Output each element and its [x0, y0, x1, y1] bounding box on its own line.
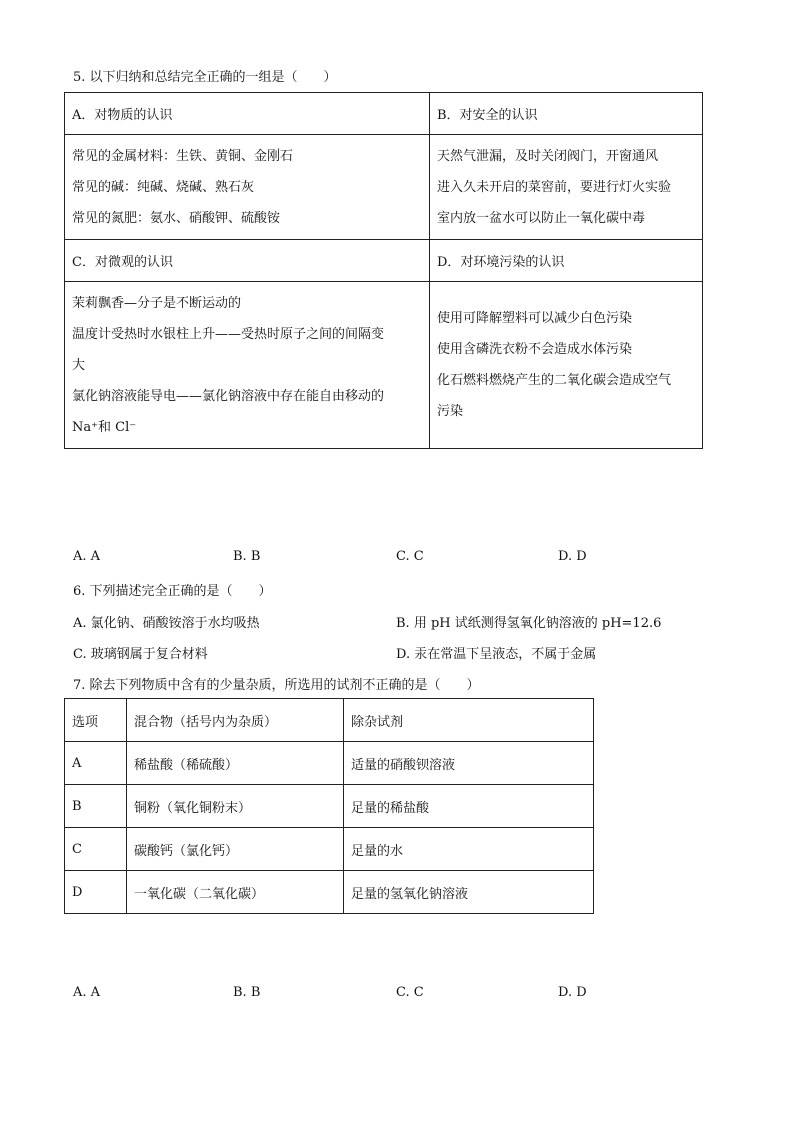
q6-option-c[interactable]: C. 玻璃钢属于复合材料: [73, 647, 208, 662]
q5-stem: 5. 以下归纳和总结完全正确的一组是（ ）: [73, 70, 337, 85]
table-row: [65, 828, 594, 871]
q5-option-d[interactable]: D. D: [558, 549, 587, 564]
q7-cell-option: D: [65, 871, 127, 914]
q6-option-d[interactable]: D. 汞在常温下呈液态，不属于金属: [396, 647, 597, 662]
q7-option-a[interactable]: A. A: [73, 985, 101, 1000]
q7-header-cell: 除杂试剂: [344, 699, 594, 742]
q6-stem: 6. 下列描述完全正确的是（ ）: [73, 584, 272, 599]
q7-cell-option: A: [65, 742, 127, 785]
q7-cell-option: B: [65, 785, 127, 828]
q5-cell-b-head: B．对安全的认识: [430, 93, 703, 135]
q5-cell-a-head: A．对物质的认识: [65, 93, 430, 135]
q5-cell-d-head: D．对环境污染的认识: [430, 240, 703, 282]
q7-option-d[interactable]: D. D: [558, 985, 587, 1000]
q7-stem: 7. 除去下列物质中含有的少量杂质，所选用的试剂不正确的是（ ）: [73, 678, 480, 693]
q5-option-c[interactable]: C. C: [396, 549, 424, 564]
q7-cell-reagent: 足量的水: [344, 828, 594, 871]
q5-cell-b-body: 天然气泄漏，及时关闭阀门，开窗通风 进入久未开启的菜窖前，要进行灯火实验 室内放一盆水可以防止一氧化碳中毒: [430, 135, 703, 240]
q7-cell-reagent: 足量的稀盐酸: [344, 785, 594, 828]
q5-option-a[interactable]: A. A: [73, 549, 101, 564]
q7-cell-reagent: 适量的硝酸钡溶液: [344, 742, 594, 785]
q7-header-cell: 选项: [65, 699, 127, 742]
q6-option-b[interactable]: B. 用 pH 试纸测得氢氧化钠溶液的 pH=12.6: [396, 616, 662, 631]
q6-option-a[interactable]: A. 氯化钠、硝酸铵溶于水均吸热: [73, 616, 260, 631]
q7-cell-reagent: 足量的氢氧化钠溶液: [344, 871, 594, 914]
q5-cell-d-body: 使用可降解塑料可以减少白色污染 使用含磷洗衣粉不会造成水体污染 化石燃料燃烧产生的二氧化碳会造成空气 污染: [430, 282, 703, 449]
q5-option-b[interactable]: B. B: [233, 549, 261, 564]
table-row: [65, 785, 594, 828]
q5-cell-c-body: 茉莉飘香—分子是不断运动的 温度计受热时水银柱上升——受热时原子之间的间隔变 大 氯化钠溶液能导电——氯化钠溶液中存在能自由移动的 Na⁺和 Cl⁻: [65, 282, 430, 449]
q7-header-cell: 混合物（括号内为杂质）: [127, 699, 344, 742]
q5-table: [64, 92, 703, 449]
q7-cell-option: C: [65, 828, 127, 871]
q7-header-row: [65, 699, 594, 742]
q7-cell-mixture: 铜粉（氧化铜粉末）: [127, 785, 344, 828]
q7-option-b[interactable]: B. B: [233, 985, 261, 1000]
q7-cell-mixture: 一氧化碳（二氧化碳）: [127, 871, 344, 914]
q7-cell-mixture: 碳酸钙（氯化钙）: [127, 828, 344, 871]
q7-cell-mixture: 稀盐酸（稀硫酸）: [127, 742, 344, 785]
q7-table: [64, 698, 594, 914]
table-row: [65, 742, 594, 785]
table-row: [65, 871, 594, 914]
q7-option-c[interactable]: C. C: [396, 985, 424, 1000]
q5-cell-c-head: C．对微观的认识: [65, 240, 430, 282]
q5-cell-a-body: 常见的金属材料：生铁、黄铜、金刚石 常见的碱：纯碱、烧碱、熟石灰 常见的氮肥：氨水、硝酸钾、硫酸铵: [65, 135, 430, 240]
